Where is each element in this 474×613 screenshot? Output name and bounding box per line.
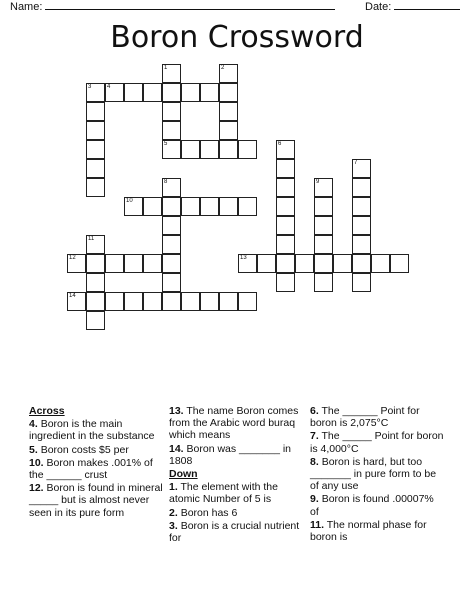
grid-cell[interactable]	[238, 292, 257, 311]
grid-cell[interactable]	[333, 254, 352, 273]
grid-cell[interactable]	[162, 178, 181, 197]
grid-cell[interactable]	[352, 178, 371, 197]
clue-number: 4.	[29, 418, 38, 431]
clue-number: 3.	[169, 519, 178, 532]
clue-item	[169, 520, 309, 544]
grid-cell[interactable]	[352, 159, 371, 178]
grid-cell[interactable]	[86, 121, 105, 140]
grid-cell[interactable]	[238, 140, 257, 159]
grid-cell[interactable]	[238, 197, 257, 216]
grid-cell[interactable]	[200, 197, 219, 216]
clue-number-label: 8	[164, 179, 168, 185]
clue-item	[169, 405, 309, 442]
clue-item	[29, 482, 164, 519]
grid-cell[interactable]	[352, 254, 371, 273]
grid-cell[interactable]	[124, 83, 143, 102]
clue-number: 14.	[169, 442, 184, 455]
clue-item	[310, 430, 445, 454]
clue-number-label: 11	[88, 236, 95, 242]
grid-cell[interactable]	[295, 254, 314, 273]
grid-cell[interactable]	[181, 83, 200, 102]
clue-number-label: 6	[278, 141, 282, 147]
clue-number-label: 10	[126, 198, 133, 204]
grid-cell[interactable]	[162, 121, 181, 140]
clue-number-label: 7	[354, 160, 358, 166]
grid-cell[interactable]	[200, 292, 219, 311]
clue-item	[310, 456, 445, 493]
grid-cell[interactable]	[314, 273, 333, 292]
grid-cell[interactable]	[352, 197, 371, 216]
clue-item	[310, 405, 445, 429]
name-label: Name:	[10, 1, 43, 13]
grid-cell[interactable]	[143, 197, 162, 216]
clue-text: Boron is a crucial nutrient for	[169, 519, 300, 545]
down-heading: Down	[169, 468, 198, 481]
grid-cell[interactable]	[200, 83, 219, 102]
clue-number: 11.	[310, 518, 325, 531]
grid-cell[interactable]	[162, 83, 181, 102]
grid-cell[interactable]	[276, 197, 295, 216]
grid-cell[interactable]	[86, 140, 105, 159]
grid-cell[interactable]	[162, 216, 181, 235]
grid-cell[interactable]	[162, 235, 181, 254]
clue-text: Boron makes .001% of the ______ crust	[29, 456, 153, 482]
clue-item	[310, 519, 445, 543]
grid-cell[interactable]	[162, 140, 181, 159]
grid-cell[interactable]	[276, 216, 295, 235]
clue-text: The name Boron comes from the Arabic word buraq which means	[169, 405, 299, 442]
puzzle-title: Boron Crossword	[110, 20, 364, 55]
grid-cell[interactable]	[352, 273, 371, 292]
clue-text: The normal phase for boron is	[310, 518, 427, 544]
grid-cell[interactable]	[105, 83, 124, 102]
clue-column-1	[29, 405, 164, 520]
grid-cell[interactable]	[314, 216, 333, 235]
grid-cell[interactable]	[352, 216, 371, 235]
clue-text: Boron was _______ in 1808	[169, 442, 292, 467]
grid-cell[interactable]	[162, 197, 181, 216]
clue-number-label: 4	[107, 84, 111, 90]
grid-cell[interactable]	[219, 197, 238, 216]
grid-cell[interactable]	[162, 102, 181, 121]
grid-cell[interactable]	[219, 83, 238, 102]
grid-cell[interactable]	[143, 83, 162, 102]
clue-number: 10.	[29, 456, 44, 469]
grid-cell[interactable]	[257, 254, 276, 273]
grid-cell[interactable]	[105, 292, 124, 311]
grid-cell[interactable]	[276, 273, 295, 292]
grid-cell[interactable]	[86, 159, 105, 178]
grid-cell[interactable]	[86, 292, 105, 311]
clue-number-label: 9	[316, 179, 320, 185]
grid-cell[interactable]	[105, 254, 124, 273]
grid-cell[interactable]	[371, 254, 390, 273]
date-label: Date:	[365, 1, 392, 13]
clue-text: Boron is found in mineral _____ but is almost never seen in its pure form	[29, 482, 163, 519]
grid-cell[interactable]	[143, 292, 162, 311]
grid-cell[interactable]	[86, 254, 105, 273]
grid-cell[interactable]	[219, 102, 238, 121]
clue-item	[169, 443, 309, 467]
clue-text: Boron is the main ingredient in the substance	[29, 418, 155, 443]
clue-item	[29, 457, 164, 481]
clue-item	[29, 444, 164, 456]
clue-number: 9.	[310, 493, 319, 506]
clue-number: 6.	[310, 405, 319, 417]
clue-text: The _____ Point for boron is 4,000°C	[310, 430, 444, 455]
clue-text: Boron is hard, but too _______ in pure form to be of any use	[310, 455, 437, 493]
clue-number: 2.	[169, 506, 178, 519]
clue-text: The element with the atomic Number of 5 is	[169, 481, 278, 506]
clue-number: 12.	[29, 482, 44, 495]
clue-number: 8.	[310, 455, 319, 468]
grid-cell[interactable]	[314, 254, 333, 273]
grid-cell[interactable]	[143, 254, 162, 273]
grid-cell[interactable]	[86, 83, 105, 102]
grid-cell[interactable]	[162, 292, 181, 311]
clue-number-label: 14	[69, 293, 76, 299]
clue-number: 5.	[29, 443, 38, 456]
grid-cell[interactable]	[124, 197, 143, 216]
clue-number-label: 5	[164, 141, 168, 147]
clue-text: Boron has 6	[180, 506, 238, 519]
grid-cell[interactable]	[219, 64, 238, 83]
clue-item	[310, 493, 445, 517]
grid-cell[interactable]	[67, 292, 86, 311]
grid-cell[interactable]	[162, 273, 181, 292]
grid-cell[interactable]	[276, 178, 295, 197]
grid-cell[interactable]	[238, 254, 257, 273]
clue-text: The ______ Point for boron is 2,075°C	[310, 405, 420, 430]
grid-cell[interactable]	[352, 235, 371, 254]
grid-cell[interactable]	[200, 140, 219, 159]
grid-cell[interactable]	[86, 273, 105, 292]
grid-cell[interactable]	[276, 159, 295, 178]
grid-cell[interactable]	[219, 292, 238, 311]
grid-cell[interactable]	[314, 197, 333, 216]
clue-number-label: 2	[221, 65, 225, 71]
grid-cell[interactable]	[219, 140, 238, 159]
grid-cell[interactable]	[162, 254, 181, 273]
grid-cell[interactable]	[86, 235, 105, 254]
clue-number: 7.	[310, 430, 319, 443]
grid-cell[interactable]	[314, 235, 333, 254]
grid-cell[interactable]	[219, 121, 238, 140]
grid-cell[interactable]	[181, 197, 200, 216]
clue-number-label: 12	[69, 255, 76, 261]
grid-cell[interactable]	[86, 311, 105, 330]
clue-text: Boron costs $5 per	[40, 443, 129, 456]
clue-text: Boron is found .00007% of	[310, 493, 434, 518]
clue-item	[29, 418, 164, 442]
grid-cell[interactable]	[162, 64, 181, 83]
clue-number-label: 3	[88, 84, 92, 90]
grid-cell[interactable]	[276, 235, 295, 254]
grid-cell[interactable]	[86, 178, 105, 197]
across-heading: Across	[29, 405, 65, 417]
grid-cell[interactable]	[390, 254, 409, 273]
clue-number: 13.	[169, 405, 184, 417]
grid-cell[interactable]	[276, 140, 295, 159]
grid-cell[interactable]	[124, 254, 143, 273]
clue-item	[169, 481, 309, 505]
grid-cell[interactable]	[86, 102, 105, 121]
clue-number-label: 13	[240, 255, 247, 261]
clue-column-2	[169, 405, 309, 545]
grid-cell[interactable]	[314, 178, 333, 197]
grid-cell[interactable]	[124, 292, 143, 311]
clue-item	[169, 507, 309, 519]
grid-cell[interactable]	[67, 254, 86, 273]
grid-cell[interactable]	[276, 254, 295, 273]
grid-cell[interactable]	[181, 140, 200, 159]
clue-number: 1.	[169, 481, 178, 494]
clue-column-3	[310, 405, 445, 544]
clue-number-label: 1	[164, 65, 168, 71]
grid-cell[interactable]	[181, 292, 200, 311]
